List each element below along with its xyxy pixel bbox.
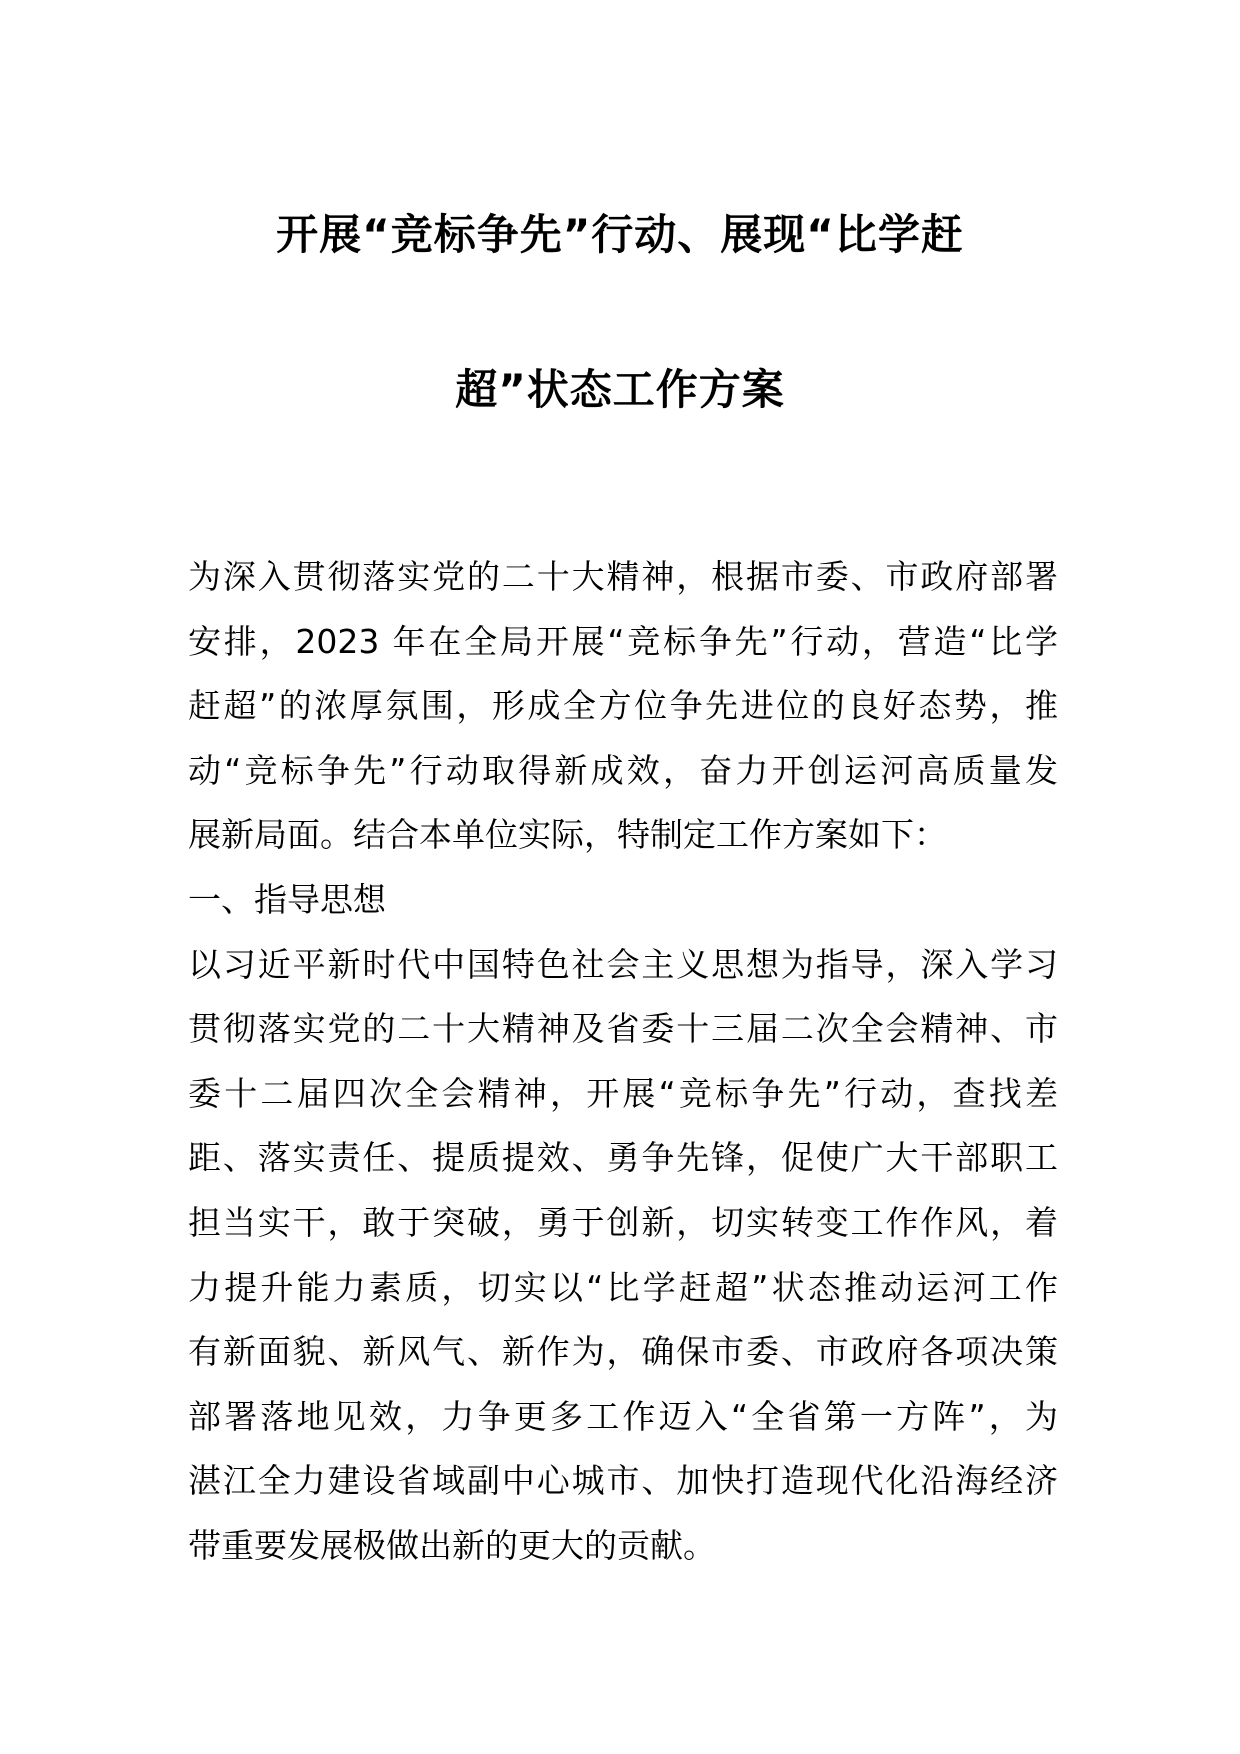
section-1-line: 贯彻落实党的二十大精神及省委十三届二次全会精神、市 xyxy=(188,1009,1058,1049)
intro-line: 赶超”的浓厚氛围，形成全方位争先进位的良好态势，推 xyxy=(188,686,1058,726)
section-1-line: 部署落地见效，力争更多工作迈入“全省第一方阵”，为 xyxy=(188,1396,1058,1436)
intro-line: 动“竞标争先”行动取得新成效，奋力开创运河高质量发 xyxy=(188,750,1058,790)
section-1-heading: 一、指导思想 xyxy=(188,879,386,919)
section-1-line: 以习近平新时代中国特色社会主义思想为指导，深入学习 xyxy=(188,944,1058,984)
section-1-line: 湛江全力建设省域副中心城市、加快打造现代化沿海经济 xyxy=(188,1461,1058,1501)
section-1-line: 距、落实责任、提质提效、勇争先锋，促使广大干部职工 xyxy=(188,1138,1058,1178)
intro-paragraph xyxy=(188,545,1058,868)
section-1-line: 委十二届四次全会精神，开展“竞标争先”行动，查找差 xyxy=(188,1073,1058,1113)
section-1-paragraph xyxy=(188,933,1058,1579)
intro-line: 为深入贯彻落实党的二十大精神，根据市委、市政府部署 xyxy=(188,557,1058,596)
section-1-line: 担当实干，敢于突破，勇于创新，切实转变工作作风，着 xyxy=(188,1202,1058,1242)
section-1-line: 力提升能力素质，切实以“比学赶超”状态推动运河工作 xyxy=(188,1267,1058,1307)
section-1-line: 有新面貌、新风气、新作为，确保市委、市政府各项决策 xyxy=(188,1332,1058,1372)
intro-line: 展新局面。结合本单位实际，特制定工作方案如下： xyxy=(188,815,947,855)
intro-line: 安排，2023 年在全局开展“竞标争先”行动，营造“比学 xyxy=(188,621,1058,661)
section-1-line: 带重要发展极做出新的更大的贡献。 xyxy=(188,1525,716,1565)
document-title-line-2: 超”状态工作方案 xyxy=(455,365,785,414)
document-body xyxy=(188,545,1058,1579)
document-title-line-1: 开展“竞标争先”行动、展现“比学赶 xyxy=(276,210,964,259)
